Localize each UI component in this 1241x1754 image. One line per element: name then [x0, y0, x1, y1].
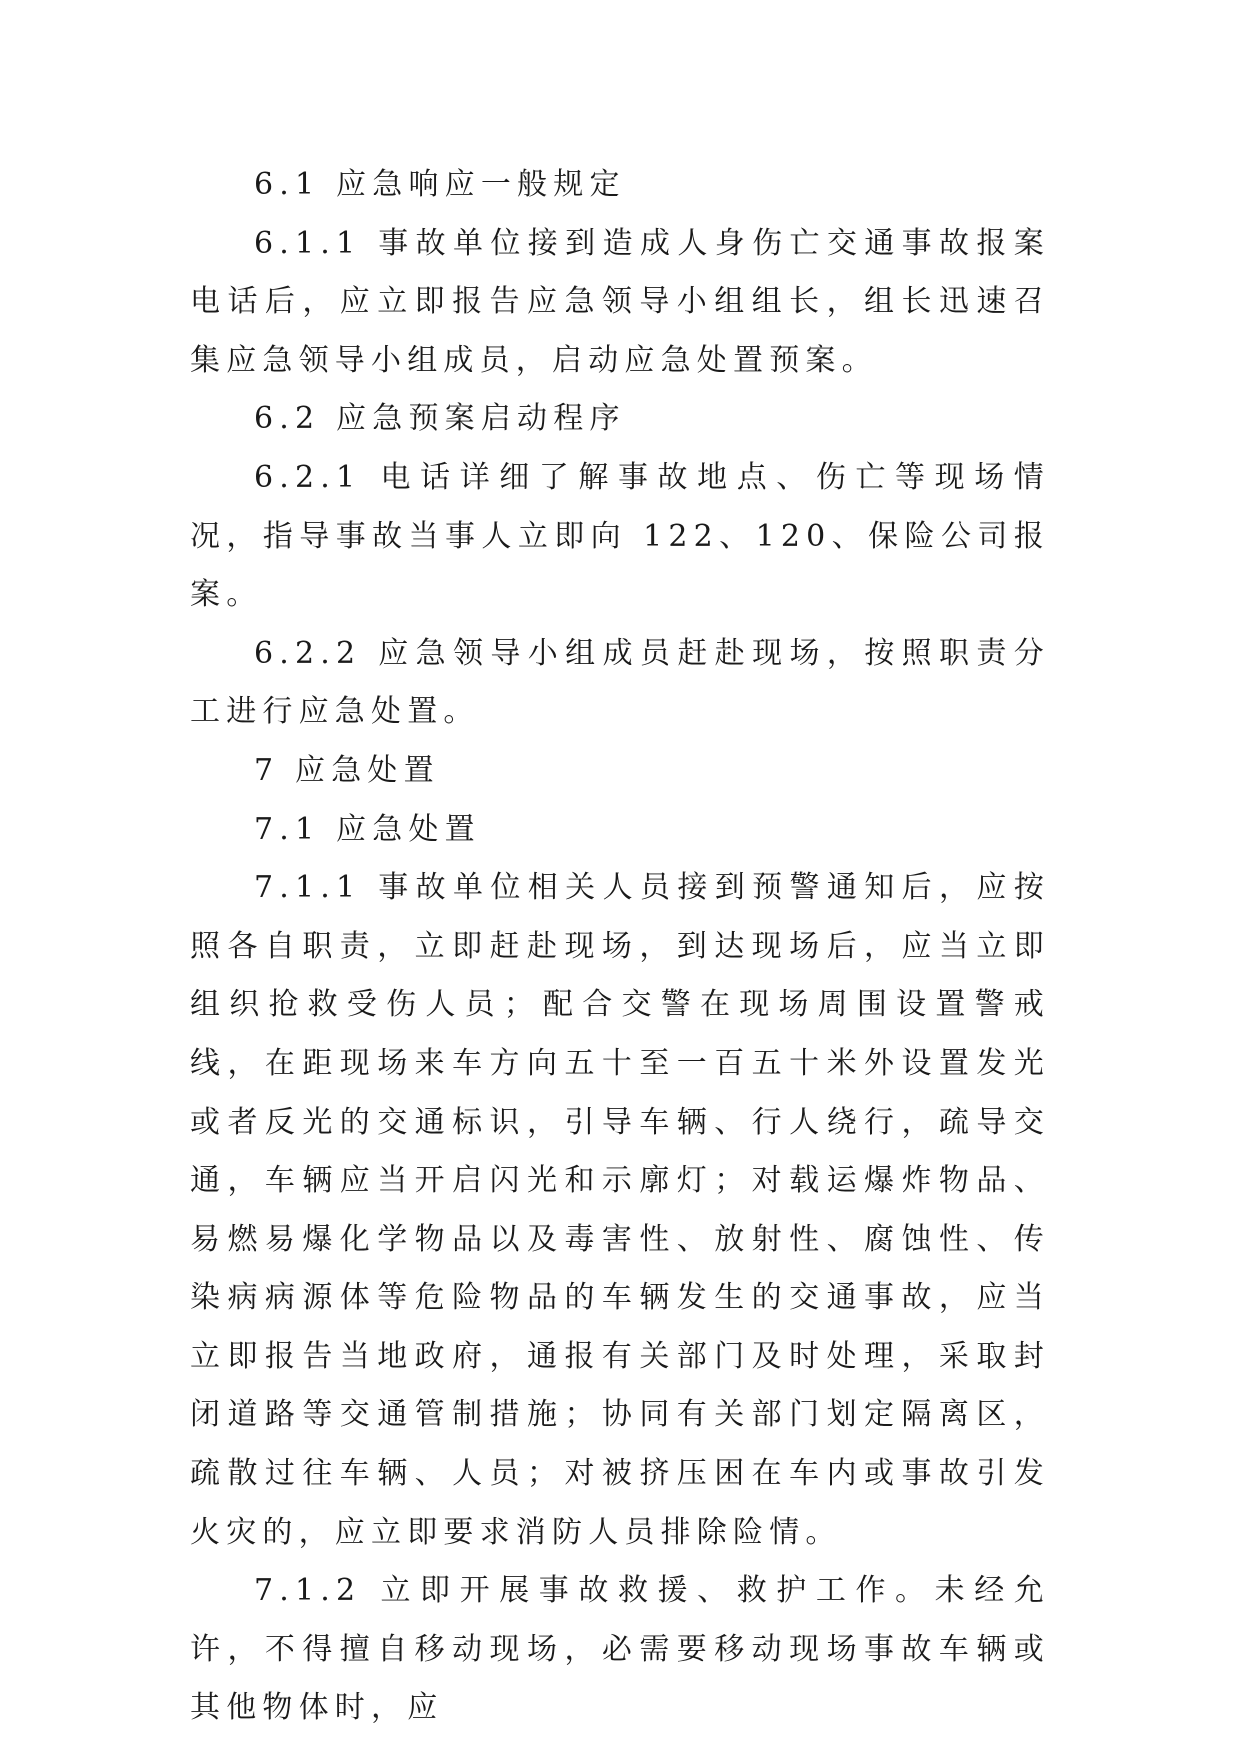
paragraph-7-1-2: 7.1.2 立即开展事故救援、救护工作。未经允许，不得擅自移动现场，必需要移动现场事故车辆或其他物体时，应	[190, 1573, 1050, 1726]
paragraph-6-2-2: 6.2.2 应急领导小组成员赶赴现场，按照职责分工进行应急处置。	[190, 635, 1050, 730]
section-heading-7-1: 7.1 应急处置	[254, 811, 481, 847]
section-heading-6-1: 6.1 应急响应一般规定	[254, 167, 626, 202]
document-body	[190, 156, 1050, 1738]
paragraph-6-2-1: 6.2.1 电话详细了解事故地点、伤亡等现场情况，指导事故当事人立即向 122、120、保险公司报案。	[190, 459, 1050, 613]
section-heading-7: 7 应急处置	[254, 752, 440, 788]
section-heading-6-2: 6.2 应急预案启动程序	[254, 401, 626, 437]
paragraph-6-1-1: 6.1.1 事故单位接到造成人身伤亡交通事故报案电话后，应立即报告应急领导小组组长，组长迅速召集应急领导小组成员，启动应急处置预案。	[190, 225, 1050, 378]
paragraph-7-1-1: 7.1.1 事故单位相关人员接到预警通知后，应按照各自职责，立即赶赴现场，到达现场后，应当立即组织抢救受伤人员；配合交警在现场周围设置警戒线，在距现场来车方向五十至一百五十米外设置发光或者反光的交通标识，引导车辆、行人绕行，疏导交通，车辆应当开启闪光和示廓灯；对载运爆炸物品、易燃易爆化学物品以及毒害性、放射性、腐蚀性、传染病病源体等危险物品的车辆发生的交通事故，应当立即报告当地政府，通报有关部门及时处理，采取封闭道路等交通管制措施；协同有关部门划定隔离区，疏散过往车辆、人员；对被挤压困在车内或事故引发火灾的，应立即要求消防人员排除险情。	[190, 870, 1050, 1550]
